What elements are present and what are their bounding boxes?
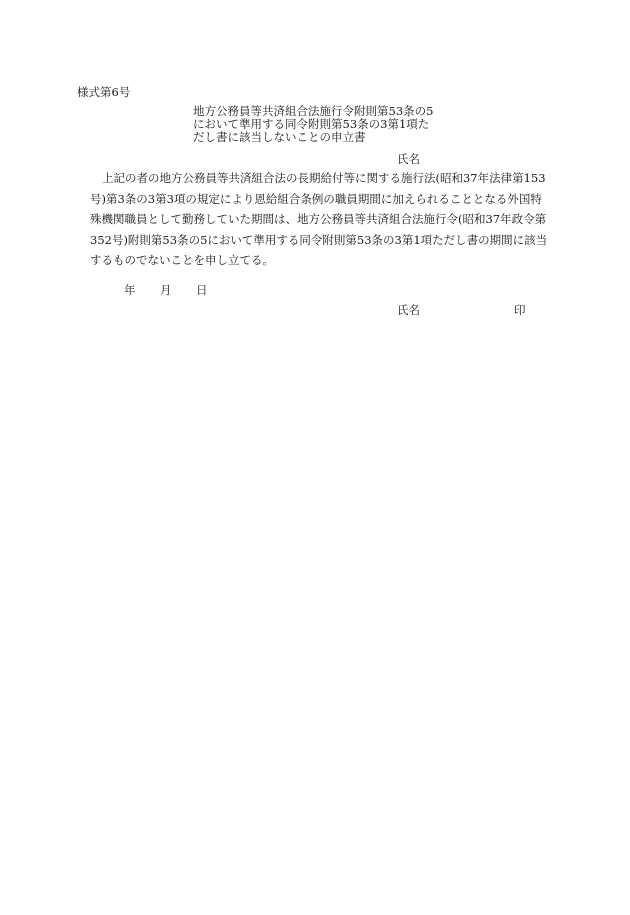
title-line: 地方公務員等共済組合法施行令附則第53条の5 bbox=[193, 104, 434, 118]
document-title bbox=[193, 105, 458, 144]
title-line: において準用する同令附則第53条の3第1項た bbox=[193, 117, 430, 131]
date-year-label: 年 bbox=[124, 283, 136, 297]
body-line: 上記の者の地方公務員等共済組合法の長期給付等に関する施行法(昭和37年法律第153 bbox=[102, 171, 546, 185]
seal-label: 印 bbox=[514, 303, 526, 317]
applicant-name-label: 氏名 bbox=[397, 152, 420, 166]
date-day-label: 日 bbox=[196, 283, 208, 297]
body-line: 殊機関職員として勤務していた期間は、地方公務員等共済組合法施行令(昭和37年政令第 bbox=[90, 212, 547, 226]
declaration-body bbox=[90, 168, 550, 271]
body-line: するものでないことを申し立てる。 bbox=[90, 253, 274, 267]
date-month-label: 月 bbox=[160, 283, 172, 297]
body-line: 352号)附則第53条の5において準用する同令附則第53条の3第1項ただし書の期間に該当 bbox=[90, 232, 548, 247]
signatory-name-label: 氏名 bbox=[397, 303, 420, 317]
form-number: 様式第6号 bbox=[77, 85, 131, 99]
body-line: 号)第3条の3第3項の規定により恩給組合条例の職員期間に加えられることとなる外国特 bbox=[90, 191, 542, 206]
title-line: だし書に該当しないことの申立書 bbox=[193, 130, 366, 144]
